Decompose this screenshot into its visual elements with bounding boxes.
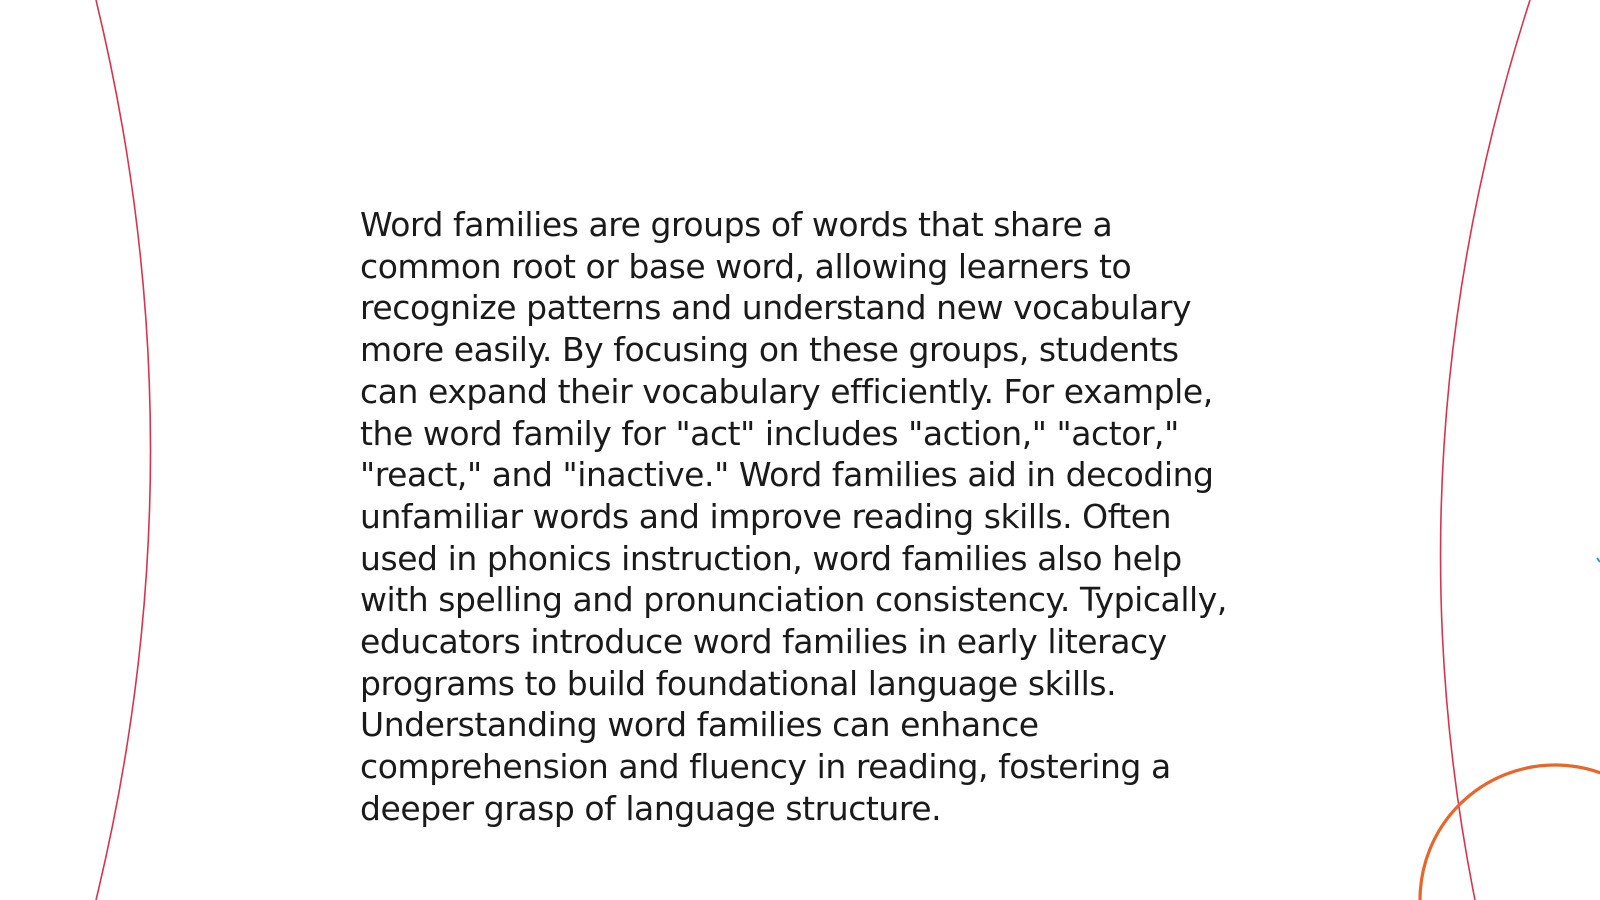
paragraph-line: Understanding word families can enhance (360, 705, 1039, 745)
paragraph-line: "react," and "inactive." Word families aid in decoding (360, 455, 1214, 495)
paragraph-line: can expand their vocabulary efficiently. For example, (360, 371, 1213, 411)
paragraph-line: comprehension and fluency in reading, fostering a (360, 747, 1171, 787)
paragraph-line: recognize patterns and understand new vocabulary (360, 288, 1192, 328)
paragraph-line: the word family for "act" includes "action," "actor," (360, 413, 1179, 453)
accent-arc (1420, 765, 1600, 900)
body-paragraph (360, 204, 1250, 830)
paragraph-line: deeper grasp of language structure. (360, 788, 942, 828)
paragraph-line: used in phonics instruction, word families also help (360, 538, 1182, 578)
paragraph-line: programs to build foundational language skills. (360, 663, 1117, 703)
right-frame-curve (1441, 0, 1530, 900)
paragraph-line: Word families are groups of words that share a (360, 205, 1113, 244)
paragraph-line: common root or base word, allowing learners to (360, 246, 1132, 286)
paragraph-line: with spelling and pronunciation consistency. Typically, (360, 580, 1227, 620)
left-frame-curve (96, 0, 151, 900)
paragraph-line: more easily. By focusing on these groups, students (360, 330, 1179, 370)
paragraph-line: educators introduce word families in early literacy (360, 622, 1167, 662)
paragraph-line: unfamiliar words and improve reading skills. Often (360, 496, 1172, 536)
